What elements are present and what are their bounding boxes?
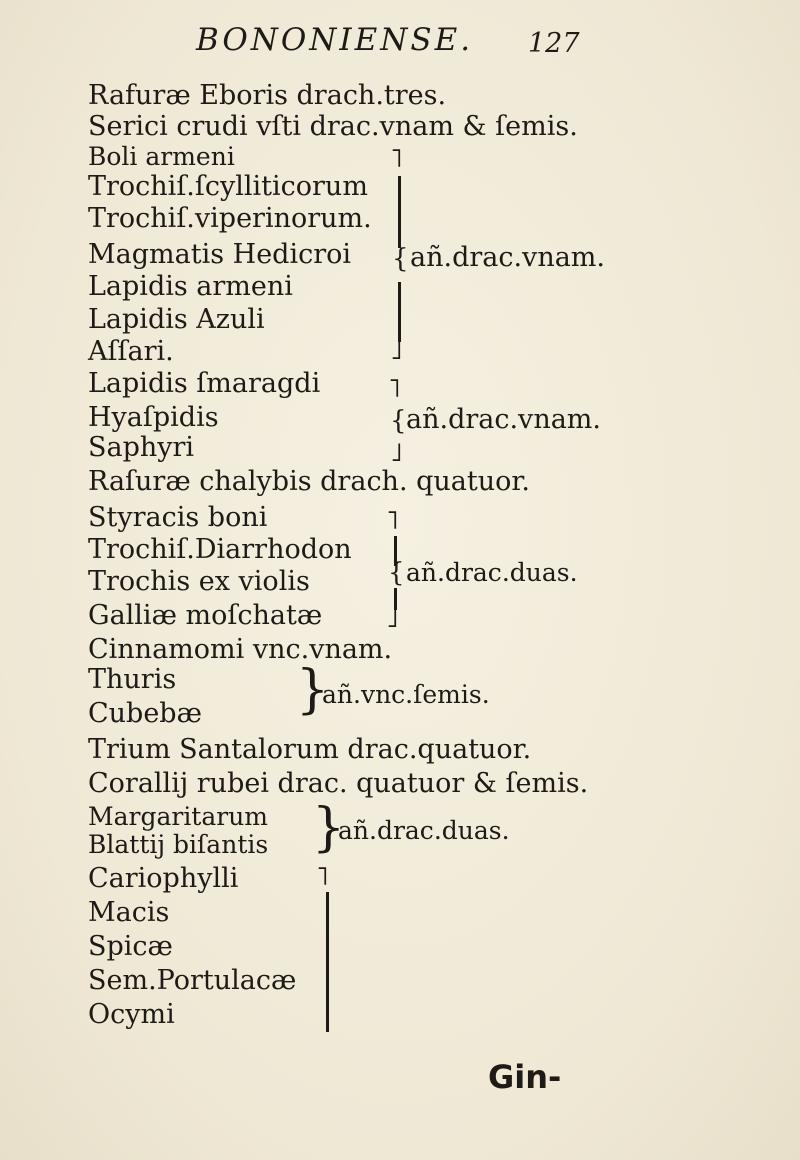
- recipe-line: Magmatis Hedicroi: [88, 239, 352, 270]
- brace-label: añ.drac.vnam.: [406, 404, 601, 435]
- brace-top-hook: ˥: [316, 862, 329, 892]
- recipe-line: Rafuræ Eboris drach.tres.: [88, 80, 447, 111]
- catchword: Gin-: [488, 1058, 562, 1096]
- recipe-line: Trium Santalorum drac.quatuor.: [88, 734, 532, 765]
- recipe-line: Boli armeni: [88, 142, 235, 171]
- recipe-line: Galliæ moſchatæ: [88, 600, 323, 631]
- recipe-line: Hyaſpidis: [88, 402, 219, 433]
- brace-mid: {: [392, 244, 409, 274]
- recipe-line: Lapidis armeni: [88, 271, 293, 302]
- brace-curly: }: [312, 798, 346, 858]
- brace-bottom-hook: ˩: [386, 604, 399, 634]
- recipe-line: Trochiſ.Diarrhodon: [88, 534, 352, 565]
- recipe-line: Cubebæ: [88, 698, 202, 729]
- recipe-line: Margaritarum: [88, 802, 269, 831]
- recipe-line: Spicæ: [88, 931, 173, 962]
- recipe-line: Thuris: [88, 664, 177, 695]
- recipe-line: Corallij rubei drac. quatuor & ſemis.: [88, 768, 589, 799]
- brace-label: añ.drac.vnam.: [410, 242, 605, 273]
- recipe-line: Trochiſ.viperinorum.: [88, 203, 372, 234]
- brace-bottom-hook: ˩: [390, 336, 403, 366]
- brace-bar: [398, 176, 401, 248]
- recipe-line: Aſſari.: [88, 336, 174, 367]
- brace-top-hook: ˥: [388, 374, 401, 404]
- recipe-line: Blattij biſantis: [88, 830, 269, 859]
- recipe-line: Sem.Portulacæ: [88, 965, 297, 996]
- brace-bottom-hook: ˩: [390, 438, 403, 468]
- brace-curly: }: [296, 660, 330, 720]
- recipe-line: Trochis ex violis: [88, 566, 310, 597]
- brace-label: añ.vnc.ſemis.: [322, 680, 490, 709]
- recipe-line: Saphyri: [88, 432, 195, 463]
- recipe-line: Raſuræ chalybis drach. quatuor.: [88, 466, 530, 497]
- page-number: 127: [528, 28, 580, 59]
- brace-mid: {: [388, 558, 405, 588]
- recipe-line: Serici crudi vſti drac.vnam & ſemis.: [88, 111, 578, 142]
- brace-label: añ.drac.duas.: [338, 816, 510, 845]
- running-head: BONONIENSE.: [196, 22, 474, 58]
- brace-top-hook: ˥: [390, 144, 403, 174]
- brace-top-hook: ˥: [386, 506, 399, 536]
- recipe-line: Lapidis Azuli: [88, 304, 265, 335]
- recipe-line: Styracis boni: [88, 502, 268, 533]
- brace-label: añ.drac.duas.: [406, 558, 578, 587]
- brace-mid: {: [390, 406, 407, 436]
- recipe-line: Lapidis ſmaragdi: [88, 368, 321, 399]
- brace-bar: [398, 282, 401, 342]
- recipe-line: Macis: [88, 897, 170, 928]
- recipe-line: Cinnamomi vnc.vnam.: [88, 634, 393, 665]
- recipe-line: Trochiſ.ſcylliticorum: [88, 171, 368, 202]
- recipe-line: Cariophylli: [88, 863, 239, 894]
- recipe-line: Ocymi: [88, 999, 175, 1030]
- brace-bar: [326, 892, 329, 1032]
